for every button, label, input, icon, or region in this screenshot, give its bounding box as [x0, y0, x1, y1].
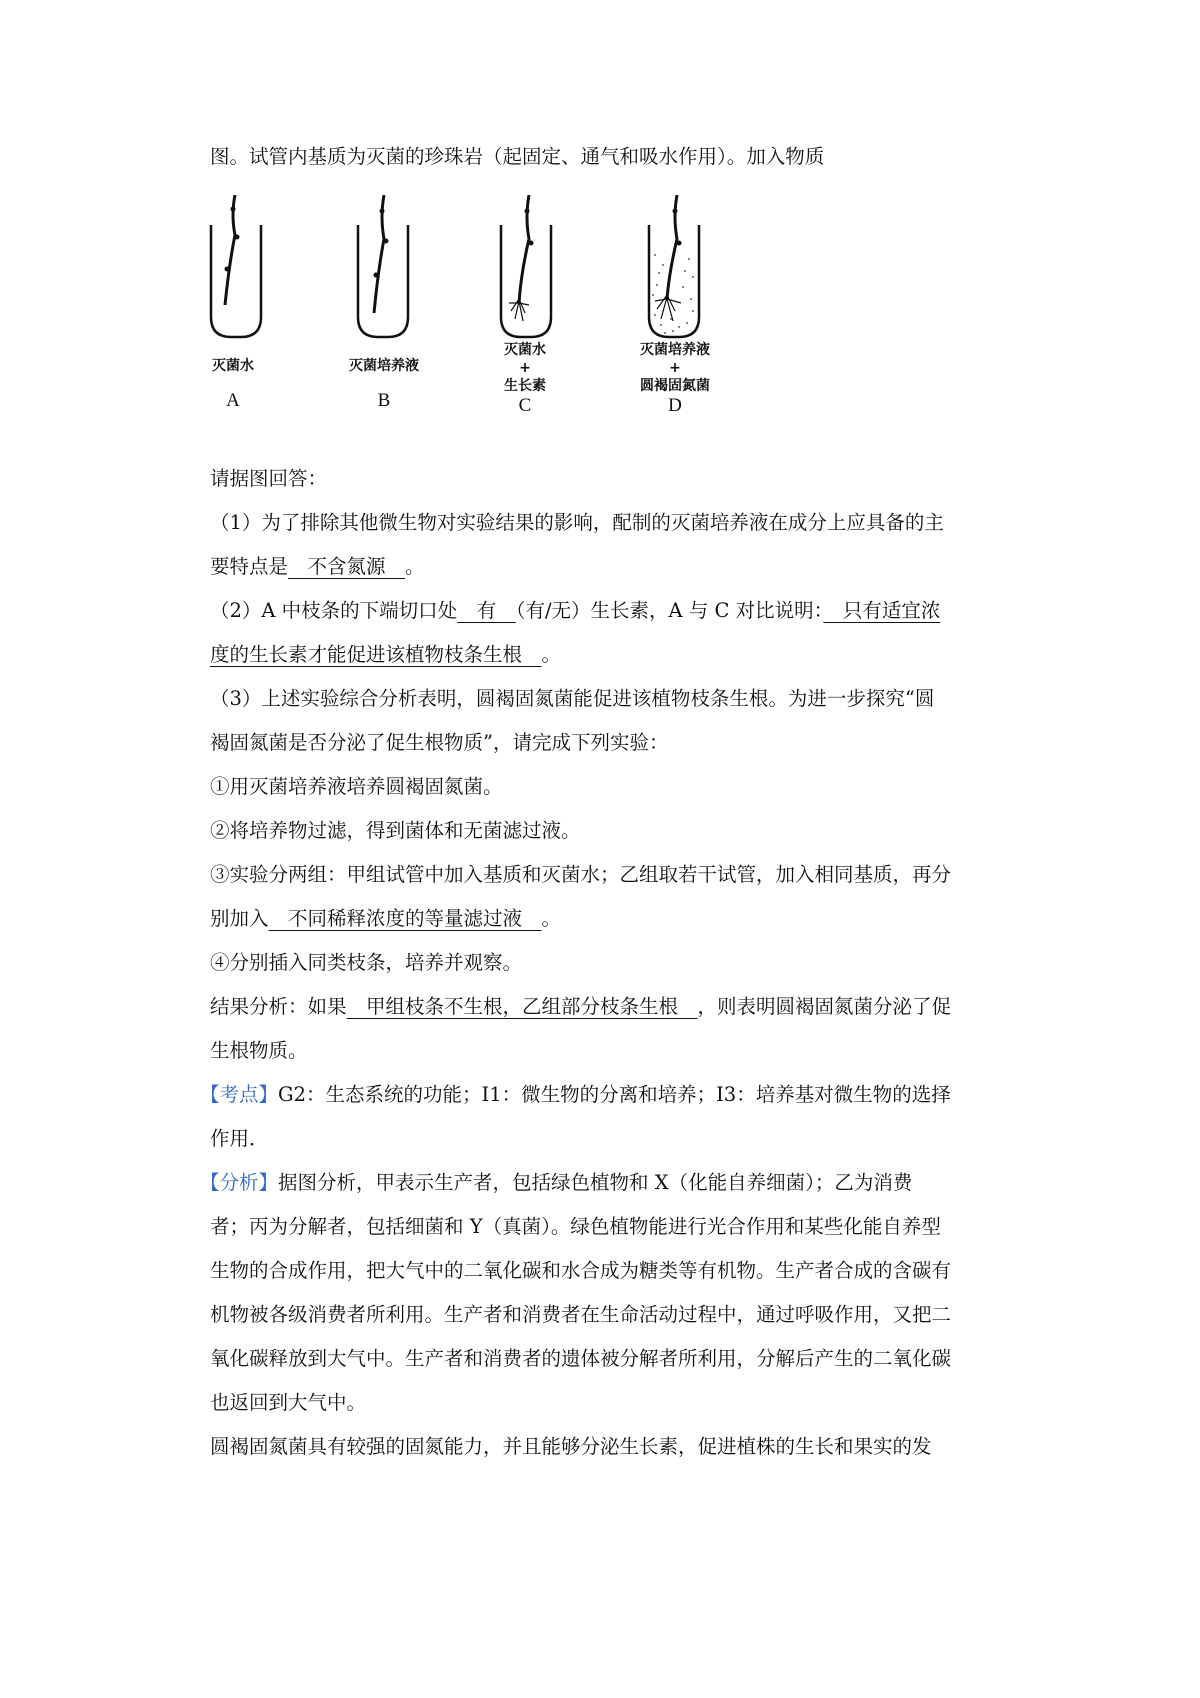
test-tube-a	[205, 195, 335, 453]
answer-blank: 不同稀释浓度的等量滤过液	[268, 907, 542, 930]
answer-blank: 不含氮源	[288, 555, 406, 578]
test-tube-b	[349, 195, 482, 453]
key-point-line: 【考点】G2：生态系统的功能；I1：微生物的分离和培养；I3：培养基对微生物的选择	[200, 1083, 951, 1106]
answer-blank: 有	[457, 599, 516, 622]
test-tube-d	[640, 195, 773, 453]
tube-c-letter: C	[518, 395, 532, 416]
analysis-tag: 【分析】	[200, 1171, 279, 1194]
text-line: 请据图回答：	[210, 467, 328, 490]
analysis-line: 机物被各级消费者所利用。生产者和消费者在生命活动过程中，通过呼吸作用，又把二	[210, 1303, 952, 1326]
answer-blank: 度的生长素才能促进该植物枝条生根	[210, 643, 542, 666]
question-2-line: （2）A 中枝条的下端切口处 有 （有/无）生长素，A 与 C 对比说明： 只有适宜浓	[210, 599, 941, 622]
analysis-line: 者；丙为分解者，包括细菌和 Y（真菌）。绿色植物能进行光合作用和某些化能自养型	[210, 1215, 941, 1238]
text-line: 图。试管内基质为灭菌的珍珠岩（起固定、通气和吸水作用）。加入物质	[210, 145, 825, 168]
key-point-tag: 【考点】	[200, 1083, 279, 1106]
tube-d-letter: D	[668, 395, 682, 416]
tube-b-drawing	[352, 195, 482, 355]
tube-b-letter: B	[377, 390, 391, 411]
answer-blank: 甲组枝条不生根，乙组部分枝条生根	[346, 995, 698, 1018]
analysis-line: 【分析】据图分析，甲表示生产者，包括绿色植物和 X（化能自养细菌）；乙为消费	[200, 1171, 913, 1194]
step-4: ④分别插入同类枝条，培养并观察。	[210, 951, 523, 974]
key-point-line: 作用．	[210, 1127, 269, 1150]
analysis-line: 氧化碳释放到大气中。生产者和消费者的遗体被分解者所利用，分解后产生的二氧化碳	[210, 1347, 952, 1370]
result-line: 结果分析：如果 甲组枝条不生根，乙组部分枝条生根 ，则表明圆褐固氮菌分泌了促	[210, 995, 952, 1018]
tube-c-drawing	[495, 195, 625, 355]
tube-b-label: 灭菌培养液	[349, 358, 419, 374]
question-3-line: 褐固氮菌是否分泌了促生根物质”，请完成下列实验：	[210, 731, 669, 754]
result-line: 生根物质。	[210, 1039, 308, 1062]
question-3-line: （3）上述实验综合分析表明，圆褐固氮菌能促进该植物枝条生根。为进一步探究“圆	[210, 687, 935, 710]
question-1-line: （1）为了排除其他微生物对实验结果的影响，配制的灭菌培养液在成分上应具备的主	[210, 511, 944, 534]
tube-a-drawing	[205, 195, 335, 355]
tube-c-label: 灭菌水 + 生长素	[504, 342, 546, 394]
test-tube-c	[495, 195, 625, 453]
step-1: ①用灭菌培养液培养圆褐固氮菌。	[210, 775, 503, 798]
question-1-answer-line: 要特点是 不含氮源 。	[210, 555, 425, 578]
tube-a-label: 灭菌水	[212, 358, 254, 374]
step-3-answer-line: 别加入 不同稀释浓度的等量滤过液 。	[210, 907, 562, 930]
tube-a-letter: A	[226, 390, 240, 411]
step-3: ③实验分两组：甲组试管中加入基质和灭菌水；乙组取若干试管，加入相同基质，再分	[210, 863, 952, 886]
answer-blank: 只有适宜浓	[823, 599, 941, 622]
analysis-line: 生物的合成作用，把大气中的二氧化碳和水合成为糖类等有机物。生产者合成的含碳有	[210, 1259, 952, 1282]
test-tube-figure	[205, 195, 805, 453]
tube-d-label: 灭菌培养液 + 圆褐固氮菌	[640, 342, 710, 394]
analysis-line: 圆褐固氮菌具有较强的固氮能力，并且能够分泌生长素，促进植株的生长和果实的发	[210, 1435, 932, 1458]
step-2: ②将培养物过滤，得到菌体和无菌滤过液。	[210, 819, 581, 842]
question-2-answer-line: 度的生长素才能促进该植物枝条生根 。	[210, 643, 562, 666]
analysis-line: 也返回到大气中。	[210, 1391, 367, 1414]
tube-d-drawing	[643, 195, 773, 355]
